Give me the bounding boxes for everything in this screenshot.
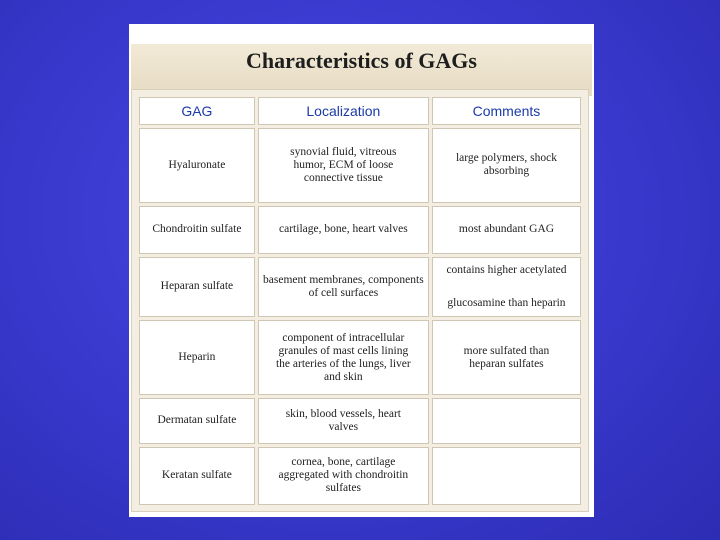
slide-page [129, 24, 594, 517]
table-row [139, 447, 581, 505]
cell-localization: synovial fluid, vitreous humor, ECM of loose connective tissue [258, 128, 429, 203]
comments-line-1: contains higher acetylated [446, 263, 567, 276]
table-row [139, 398, 581, 444]
header-row [139, 97, 581, 125]
cell-gag: Dermatan sulfate [139, 398, 255, 444]
cell-localization: skin, blood vessels, heart valves [258, 398, 429, 444]
cell-gag: Keratan sulfate [139, 447, 255, 505]
cell-comments [432, 398, 581, 444]
table-row [139, 320, 581, 395]
cell-comments [432, 447, 581, 505]
comments-line-2: glucosamine than heparin [447, 297, 566, 310]
header-comments: Comments [432, 97, 581, 125]
cell-localization: cornea, bone, cartilage aggregated with chondroitin sulfates [258, 447, 429, 505]
cell-comments: large polymers, shock absorbing [432, 128, 581, 203]
table-row [139, 257, 581, 317]
table-frame [131, 89, 589, 512]
gag-table [136, 94, 584, 508]
comments-split [433, 258, 580, 316]
cell-comments [432, 257, 581, 317]
cell-localization: basement membranes, components of cell surfaces [258, 257, 429, 317]
header-gag: GAG [139, 97, 255, 125]
slide-title: Characteristics of GAGs [246, 48, 477, 73]
cell-comments: most abundant GAG [432, 206, 581, 254]
cell-gag: Hyaluronate [139, 128, 255, 203]
table-row [139, 206, 581, 254]
cell-gag: Heparin [139, 320, 255, 395]
header-localization: Localization [258, 97, 429, 125]
cell-localization: cartilage, bone, heart valves [258, 206, 429, 254]
cell-comments: more sulfated than heparan sulfates [432, 320, 581, 395]
table-row [139, 128, 581, 203]
cell-gag: Heparan sulfate [139, 257, 255, 317]
cell-localization: component of intracellular granules of mast cells lining the arteries of the lungs, liver and skin [258, 320, 429, 395]
cell-gag: Chondroitin sulfate [139, 206, 255, 254]
